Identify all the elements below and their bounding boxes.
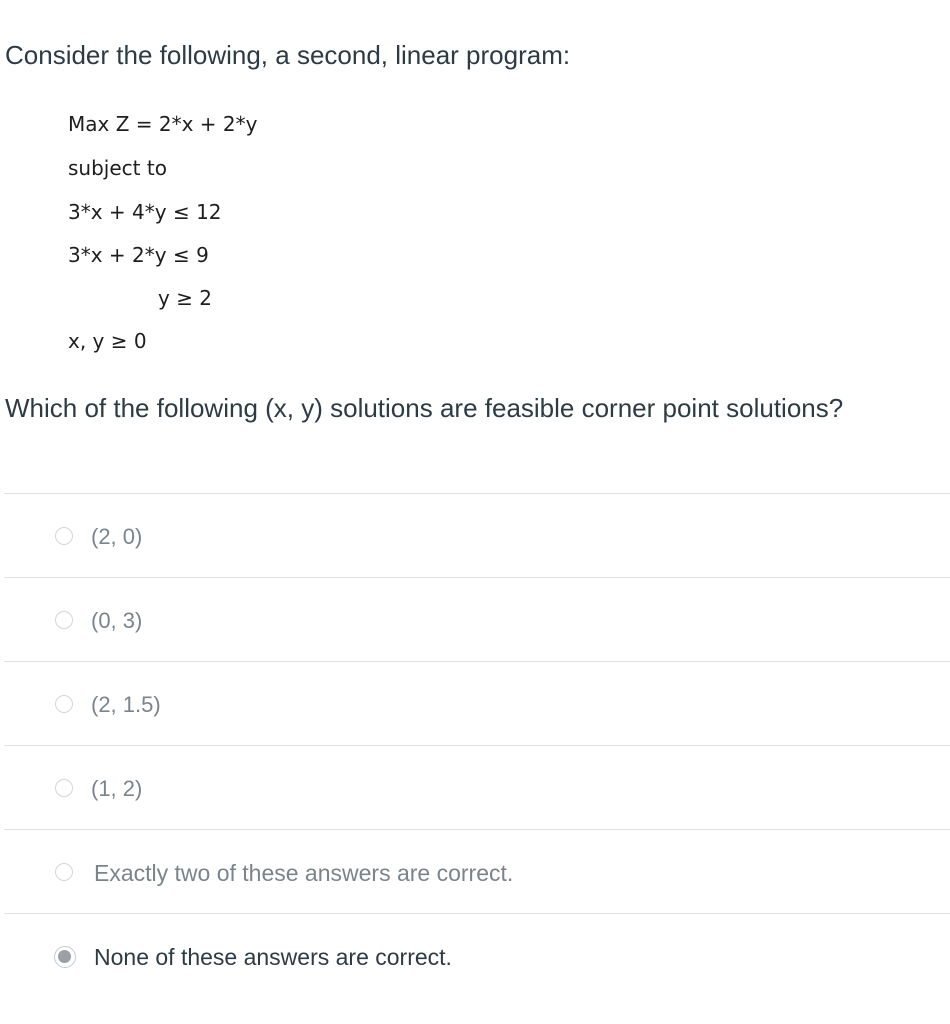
answer-label: (1, 2) xyxy=(91,776,143,801)
answer-label: (0, 3) xyxy=(91,608,143,633)
subject-to-label: subject to xyxy=(68,156,167,180)
answer-option[interactable] xyxy=(4,829,950,913)
question-prompt: Which of the following (x, y) solutions are feasible corner point solutions? xyxy=(5,393,844,423)
constraint-1: 3*x + 4*y ≤ 12 xyxy=(68,200,222,224)
answer-label: (2, 1.5) xyxy=(91,692,161,717)
answer-option[interactable] xyxy=(4,577,950,661)
constraint-2: 3*x + 2*y ≤ 9 xyxy=(68,243,209,267)
answer-label: (2, 0) xyxy=(91,524,143,549)
answer-option[interactable] xyxy=(4,493,950,577)
radio-button[interactable] xyxy=(55,695,73,713)
objective-function: Max Z = 2*x + 2*y xyxy=(68,112,258,136)
radio-button-selected[interactable] xyxy=(54,946,76,968)
answer-option-selected[interactable] xyxy=(4,913,950,997)
answer-option[interactable] xyxy=(4,745,950,829)
nonnegativity-constraint: x, y ≥ 0 xyxy=(68,329,147,353)
answer-option[interactable] xyxy=(4,661,950,745)
radio-button[interactable] xyxy=(55,863,73,881)
constraint-3: y ≥ 2 xyxy=(158,286,213,310)
radio-button[interactable] xyxy=(55,527,73,545)
answer-label: Exactly two of these answers are correct. xyxy=(94,860,514,886)
question-intro: Consider the following, a second, linear program: xyxy=(5,40,571,70)
radio-button[interactable] xyxy=(55,611,73,629)
radio-button[interactable] xyxy=(55,779,73,797)
answer-list xyxy=(4,493,950,997)
answer-label: None of these answers are correct. xyxy=(94,944,452,970)
